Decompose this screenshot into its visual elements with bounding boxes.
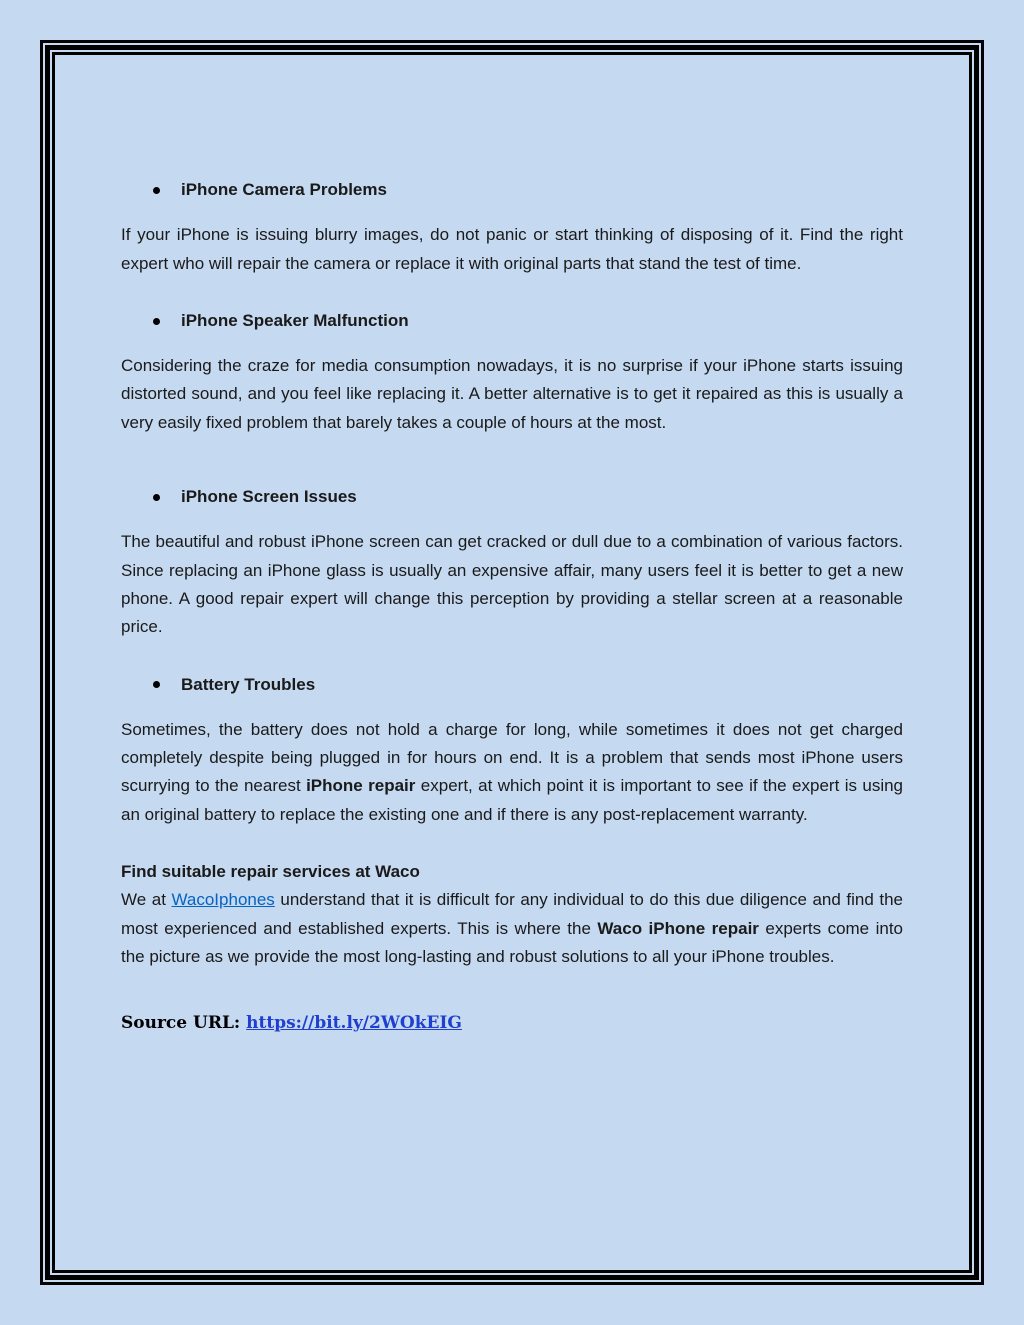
bullet-camera-problems [121,176,903,204]
paragraph-text: experts come into the picture as we provide the most long-lasting and robust solutions to all your iPhone troubles. [121,918,904,966]
paragraph-closing [121,886,903,971]
paragraph-screen: The beautiful and robust iPhone screen can get cracked or dull due to a combination of various factors. Since replacing an iPhone glass is usually an expensive affair, many users feel it is better to get a new phone. A good repair expert will change this perception by providing a stellar screen at a reasonable price. [121,532,903,637]
paragraph-battery [121,716,903,829]
bullet-dot-icon [153,494,160,501]
paragraph-text: expert, at which point it is important to see if the expert is using an original battery to replace the existing one and if there is any post-replacement warranty. [121,776,904,824]
paragraph-text: We at [121,890,172,910]
paragraph-text: Sometimes, the battery does not hold a charge for long, while sometimes it does not get charged completely despite being plugged in for hours on end. It is a problem that sends most iPhone users scurrying to the nearest [121,719,903,796]
wacoiphones-link[interactable]: WacoIphones [171,890,275,910]
source-line [121,1009,903,1037]
paragraph-text: understand that it is difficult for any individual to do this due diligence and find the most experienced and established experts. This is where the [121,890,903,938]
paragraph-speaker: Considering the craze for media consumption nowadays, it is no surprise if your iPhone starts issuing distorted sound, and you feel like replacing it. A better alternative is to get it repaired as this is usually a very easily fixed problem that barely takes a couple of hours at the most. [121,356,903,432]
source-url-link[interactable]: https://bit.ly/2WOkEIG [246,1013,462,1034]
bullet-heading: iPhone Screen Issues [181,487,357,507]
emphasis-waco-iphone-repair: Waco iPhone repair [597,918,759,938]
bullet-heading: iPhone Camera Problems [181,180,387,199]
bullet-dot-icon [153,681,160,688]
paragraph-camera: If your iPhone is issuing blurry images, do not panic or start thinking of disposing of it. Find the right expert who will repair the camera or replace it with original parts that stand the test of time. [121,225,903,273]
document-body [121,176,903,1038]
bullet-dot-icon [153,318,160,325]
bullet-heading: Battery Troubles [181,674,316,694]
bullet-speaker-malfunction [121,307,903,335]
bullet-screen-issues [121,483,903,511]
bullet-heading: iPhone Speaker Malfunction [181,310,409,330]
source-label: Source URL: [121,1013,247,1034]
bullet-battery-troubles [121,671,903,699]
bullet-dot-icon [153,187,160,194]
emphasis-iphone-repair: iPhone repair [306,776,416,796]
closing-heading: Find suitable repair services at Waco [121,862,420,882]
